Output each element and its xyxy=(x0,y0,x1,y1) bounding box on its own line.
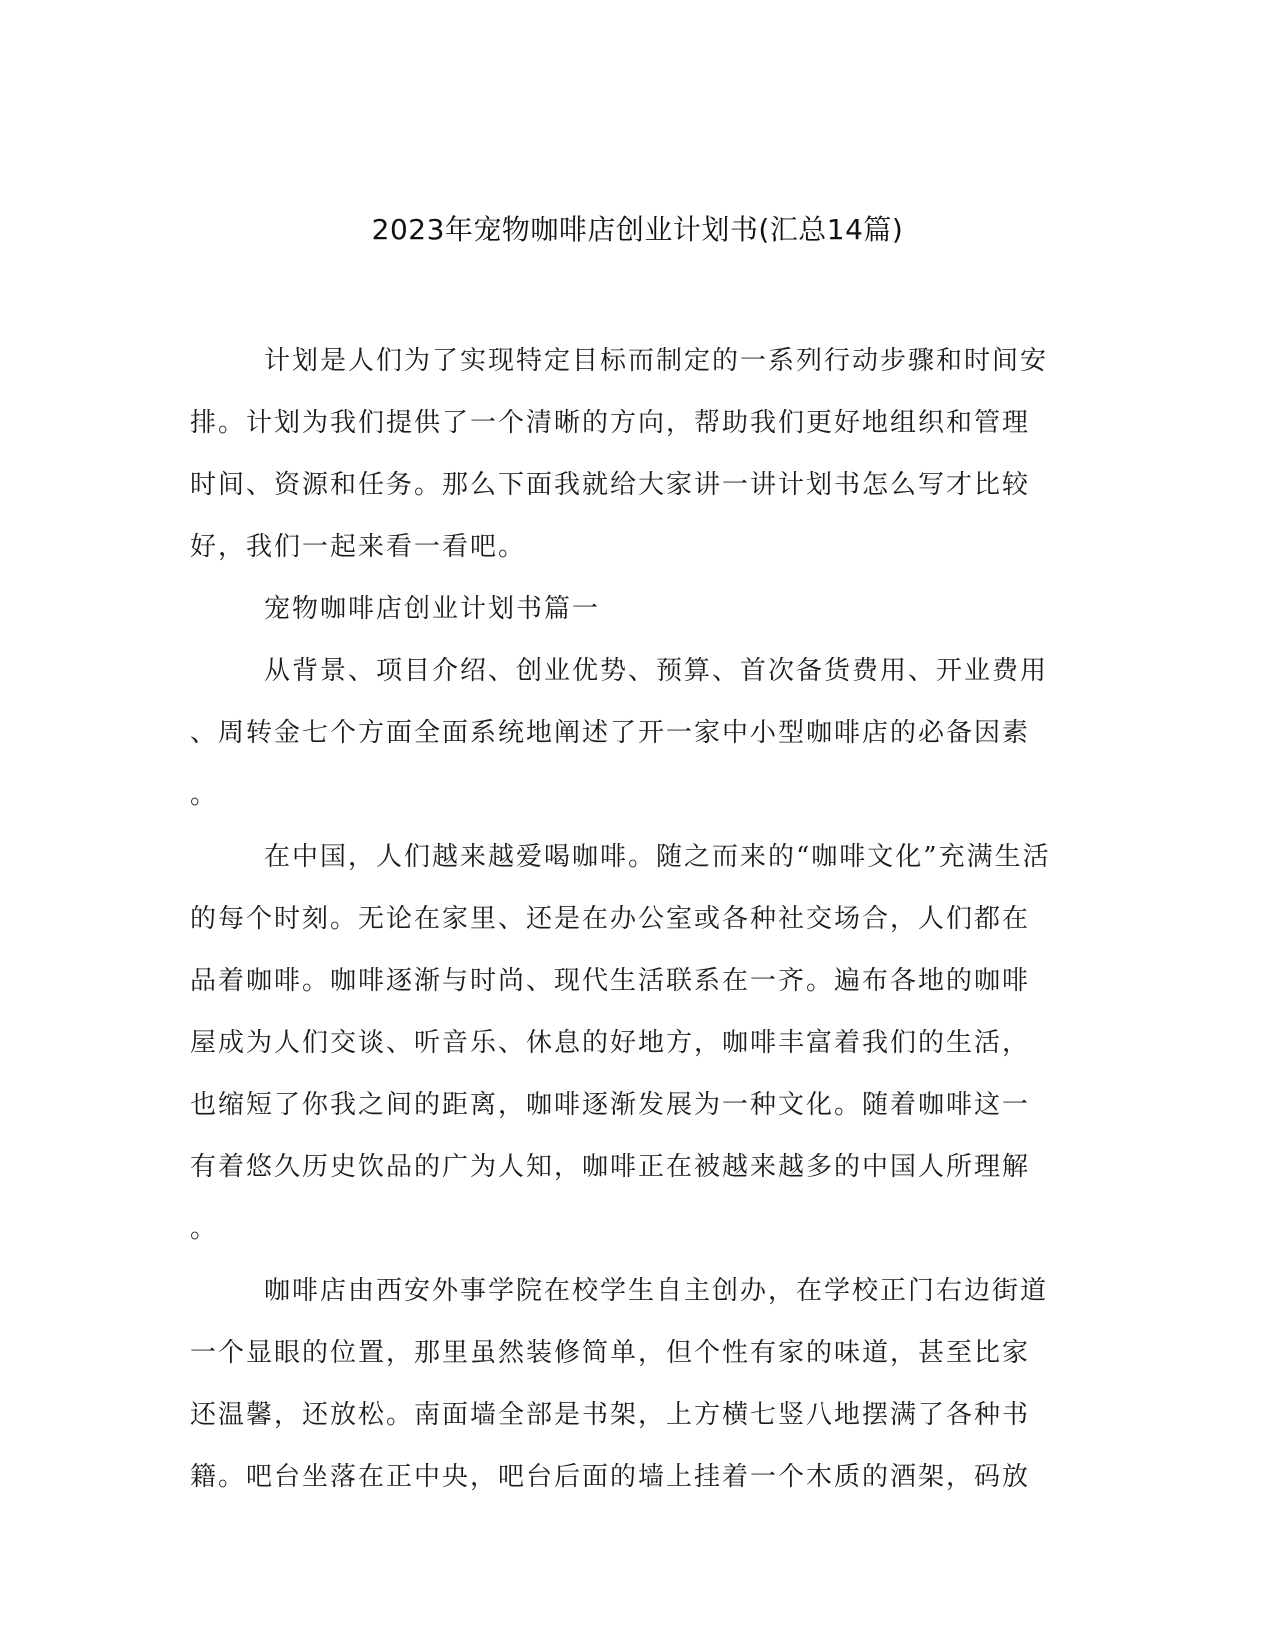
paragraph-line: 籍。吧台坐落在正中央，吧台后面的墙上挂着一个木质的酒架，码放 xyxy=(190,1462,1031,1492)
paragraph-line: 、周转金七个方面全面系统地阐述了开一家中小型咖啡店的必备因素 xyxy=(190,718,1031,748)
document-body xyxy=(190,330,1085,1508)
paragraph-line: 排。计划为我们提供了一个清晰的方向，帮助我们更好地组织和管理 xyxy=(190,408,1031,438)
paragraph-line: 。 xyxy=(190,780,219,810)
paragraph-line: 。 xyxy=(190,1214,219,1244)
paragraph-line: 品着咖啡。咖啡逐渐与时尚、现代生活联系在一齐。遍布各地的咖啡 xyxy=(190,966,1031,996)
document-title: 2023年宠物咖啡店创业计划书(汇总14篇) xyxy=(371,213,904,246)
paragraph-line: 屋成为人们交谈、听音乐、休息的好地方，咖啡丰富着我们的生活， xyxy=(190,1028,1031,1058)
paragraph-line: 计划是人们为了实现特定目标而制定的一系列行动步骤和时间安 xyxy=(264,346,1049,376)
paragraph-line: 从背景、项目介绍、创业优势、预算、首次备货费用、开业费用 xyxy=(264,656,1049,686)
paragraph-line: 一个显眼的位置，那里虽然装修简单，但个性有家的味道，甚至比家 xyxy=(190,1338,1031,1368)
paragraph-line: 有着悠久历史饮品的广为人知，咖啡正在被越来越多的中国人所理解 xyxy=(190,1152,1031,1182)
paragraph-line: 的每个时刻。无论在家里、还是在办公室或各种社交场合，人们都在 xyxy=(190,904,1031,934)
paragraph-line: 好，我们一起来看一看吧。 xyxy=(190,532,527,562)
paragraph-line: 也缩短了你我之间的距离，咖啡逐渐发展为一种文化。随着咖啡这一 xyxy=(190,1090,1031,1120)
paragraph-line: 还温馨，还放松。南面墙全部是书架，上方横七竖八地摆满了各种书 xyxy=(190,1400,1031,1430)
paragraph-line: 时间、资源和任务。那么下面我就给大家讲一讲计划书怎么写才比较 xyxy=(190,470,1031,500)
paragraph-line: 咖啡店由西安外事学院在校学生自主创办，在学校正门右边街道 xyxy=(264,1276,1049,1306)
section-heading: 宠物咖啡店创业计划书篇一 xyxy=(264,594,601,624)
paragraph-line: 在中国，人们越来越爱喝咖啡。随之而来的“咖啡文化”充满生活 xyxy=(264,842,1051,872)
